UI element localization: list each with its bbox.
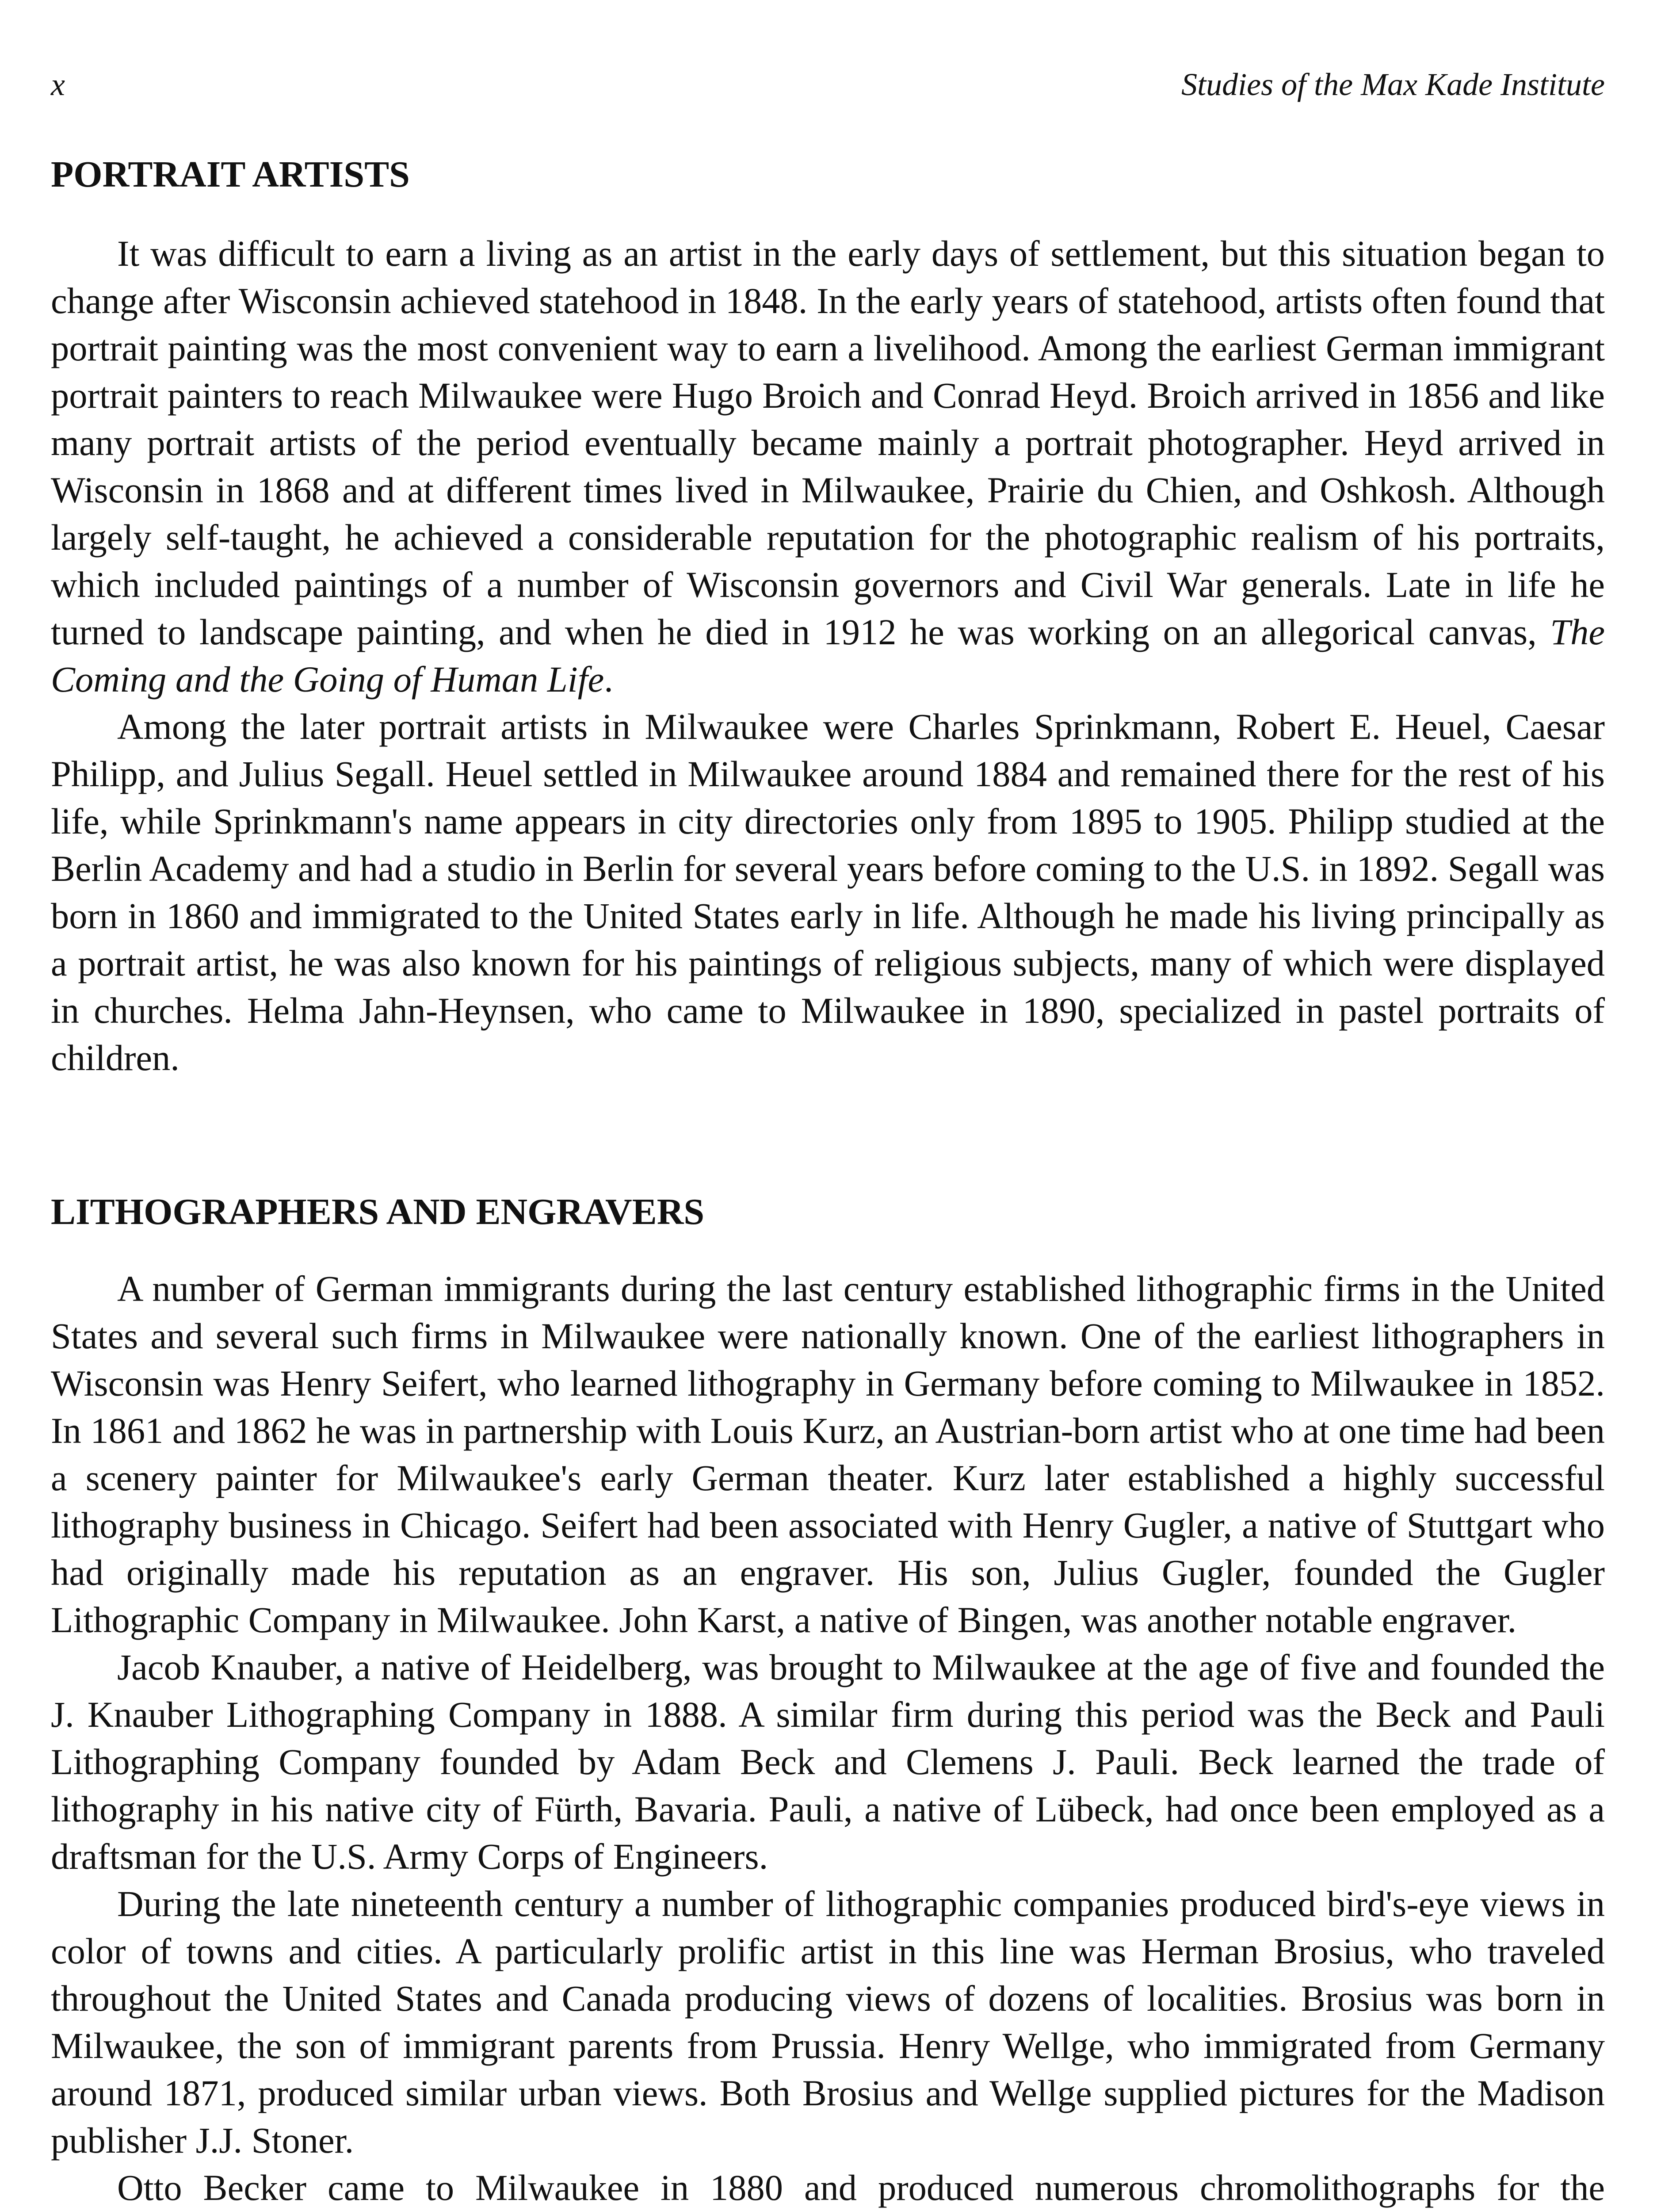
journal-title: Studies of the Max Kade Institute xyxy=(1181,67,1605,102)
running-header xyxy=(51,66,1605,119)
paragraph-litho-3: During the late nineteenth century a number of lithographic companies produced bird's-eye views in color of towns and cities. A particularly prolific artist in this line was Herman Brosius, who traveled throughout the United States and Canada producing views of dozens of localities. Brosius was born in Milwaukee, the son of immigrant parents from Prussia. Henry Wellge, who immigrated from Germany around 1871, produced similar urban views. Both Brosius and Wellge supplied pictures for the Madison publisher J.J. Stoner. xyxy=(51,1883,1605,2161)
paragraph-portrait-1 xyxy=(51,230,1605,703)
paragraph-portrait-2: Among the later portrait artists in Milwaukee were Charles Sprinkmann, Robert E. Heuel, Caesar Philipp, and Julius Segall. Heuel settled in Milwaukee around 1884 and remained there for the rest of his life, while Sprinkmann's name appears in city directories only from 1895 to 1905. Philipp studied at the Berlin Academy and had a studio in Berlin for several years before coming to the U.S. in 1892. Segall was born in 1860 and immigrated to the United States early in life. Although he made his living principally as a portrait artist, he was also known for his paintings of religious subjects, many of which were displayed in churches. Helma Jahn-Heynsen, who came to Milwaukee in 1890, specialized in pastel portraits of children. xyxy=(51,706,1605,1078)
paragraph-litho-4: Otto Becker came to Milwaukee in 1880 and produced numerous chromolithographs for the xyxy=(117,2167,1605,2208)
section-heading-portrait-artists: PORTRAIT ARTISTS xyxy=(51,154,410,195)
page-number: x xyxy=(51,67,65,102)
document-page xyxy=(51,66,1605,2211)
paragraph-litho-2: Jacob Knauber, a native of Heidelberg, was brought to Milwaukee at the age of five and founded the J. Knauber Lithographing Company in 1888. A similar firm during this period was the Beck and Pauli Lithographing Company founded by Adam Beck and Clemens J. Pauli. Beck learned the trade of lithography in his native city of Fürth, Bavaria. Pauli, a native of Lübeck, had once been employed as a draftsman for the U.S. Army Corps of Engineers. xyxy=(51,1647,1605,1877)
artwork-title: The Coming and the Going of Human Life xyxy=(51,612,1605,700)
section-heading-lithographers: LITHOGRAPHERS AND ENGRAVERS xyxy=(51,1191,705,1232)
paragraph-litho-1: A number of German immigrants during the last century established lithographic firms in the United States and several such firms in Milwaukee were nationally known. One of the earliest lithographers in Wisconsin was Henry Seifert, who learned lithography in Germany before coming to Milwaukee in 1852. In 1861 and 1862 he was in partnership with Louis Kurz, an Austrian-born artist who at one time had been a scenery painter for Milwaukee's early German theater. Kurz later established a highly successful lithography business in Chicago. Seifert had been associated with Henry Gugler, a native of Stuttgart who had originally made his reputation as an engraver. His son, Julius Gugler, founded the Gugler Lithographic Company in Milwaukee. John Karst, a native of Bingen, was another notable engraver. xyxy=(51,1268,1605,1640)
paragraph-text: It was difficult to earn a living as an artist in the early days of settlement, but this situation began to change after Wisconsin achieved statehood in 1848. In the early years of statehood, artists often found that portrait painting was the most convenient way to earn a livelihood. Among the earliest German immigrant portrait painters to reach Milwaukee were Hugo Broich and Conrad Heyd. Broich arrived in 1856 and like many portrait artists of the period eventually became mainly a portrait photographer. Heyd arrived in Wisconsin in 1868 and at different times lived in Milwaukee, Prairie du Chien, and Oshkosh. Although largely self-taught, he achieved a considerable reputation for the photographic realism of his portraits, which included paintings of a number of Wisconsin governors and Civil War generals. Late in life he turned to landscape painting, and when he died in 1912 he was working on an allegorical canvas, xyxy=(51,233,1605,652)
paragraph-text: . xyxy=(604,659,613,700)
